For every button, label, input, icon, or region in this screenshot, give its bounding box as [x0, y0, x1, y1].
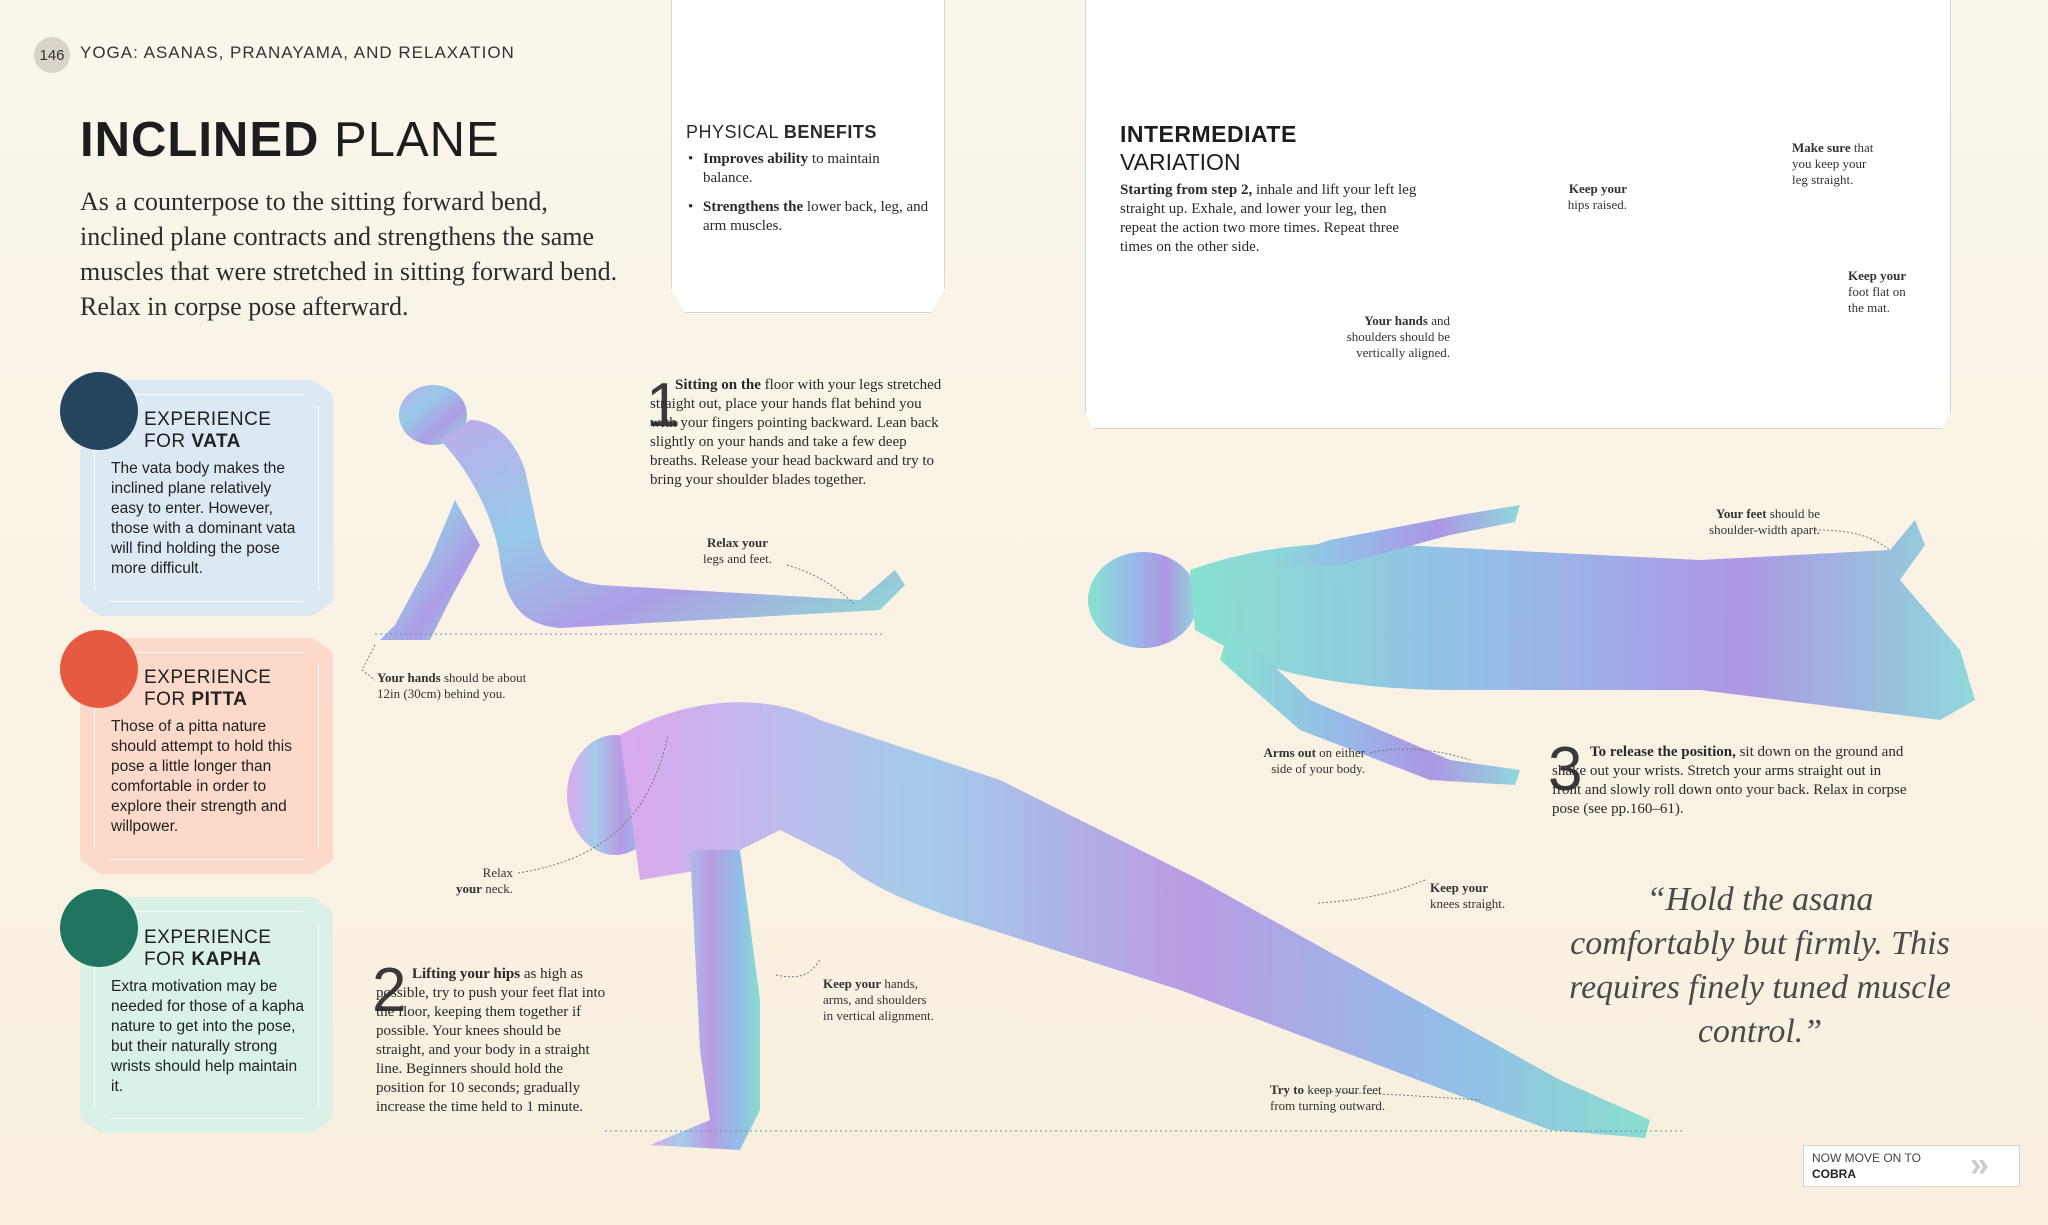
page-title [80, 112, 500, 168]
variation-text-rest: inhale and lift your left leg straight up. Exhale, and lower your leg, then repeat the action two more times. Repeat three times on the other side. [1120, 182, 1417, 255]
caption-text: shoulders should be [1346, 329, 1450, 344]
next-pose-label: NOW MOVE ON TO [1812, 1151, 1921, 1165]
step-2-text [376, 965, 611, 1117]
caption-feet-outward [1270, 1082, 1410, 1114]
caption-bold: Relax your [706, 535, 769, 550]
kapha-heading [144, 927, 271, 971]
pull-quote: “Hold the asana comfortably but firmly. This requires finely tuned muscle control.” [1569, 881, 1951, 1050]
title-regular: PLANE [334, 113, 500, 167]
pitta-flame-icon [60, 630, 138, 708]
caption-bold: Your feet [1715, 506, 1767, 521]
intro-paragraph: As a counterpose to the sitting forward bend, inclined plane contracts and strengthens the same muscles that were stretched in sitting forward bend. Relax in corpse pose afterward. [80, 187, 618, 321]
caption-text: shoulder-width apart. [1709, 522, 1820, 537]
caption-text: foot flat on [1848, 284, 1906, 299]
heading-bold: VATA [191, 431, 241, 452]
heading-prefix: FOR [144, 431, 192, 452]
caption-bold: Your hands [1364, 313, 1428, 328]
caption-text: on either [1315, 745, 1365, 760]
caption-text: from turning outward. [1270, 1098, 1386, 1113]
step-bold: To release the position, [1590, 744, 1736, 760]
step-number: 1 [646, 371, 681, 440]
caption-text: leg straight. [1792, 172, 1854, 187]
caption-text: should be about [440, 670, 527, 685]
caption-knees-straight [1430, 880, 1530, 912]
caption-bold: Keep your [1568, 181, 1627, 196]
vata-text: The vata body makes the inclined plane relatively easy to enter. However, those with a dominant vata will find holding the pose more difficult. [111, 460, 296, 577]
caption-bold: Make sure [1792, 140, 1851, 155]
caption-text: side of your body. [1271, 761, 1365, 776]
caption-text: knees straight. [1430, 896, 1506, 911]
kapha-leaf-icon [60, 889, 138, 967]
next-pose-name: COBRA [1812, 1167, 1856, 1181]
heading-prefix: FOR [144, 689, 192, 710]
caption-text: and [1427, 313, 1450, 328]
caption-text: that [1850, 140, 1874, 155]
running-head: YOGA: ASANAS, PRANAYAMA, AND RELAXATION [80, 43, 515, 62]
caption-bold: Keep your [1430, 880, 1489, 895]
pitta-heading [144, 667, 271, 711]
benefit-bold: Strengthens the [703, 199, 804, 215]
benefit-item [686, 198, 931, 236]
caption-hips-raised [1495, 181, 1627, 213]
kapha-text: Extra motivation may be needed for those of a kapha nature to get into the pose, but their naturally strong wrists should help maintain it. [111, 978, 305, 1095]
caption-text: neck. [481, 881, 513, 896]
caption-bold: Your hands [377, 670, 441, 685]
chevron-right-icon: » [1970, 1146, 1989, 1184]
caption-text: keep your feet [1304, 1082, 1382, 1097]
caption-feet-apart [1690, 506, 1820, 538]
heading-bold: KAPHA [191, 949, 262, 970]
step-bold: Sitting on the [675, 377, 761, 393]
caption-hands-aligned [1300, 313, 1450, 361]
caption-text: hips raised. [1567, 197, 1627, 212]
benefit-text: to maintain balance. [703, 151, 880, 186]
caption-bold: Arms out [1263, 745, 1316, 760]
step-rest: sit down on the ground and shake out your wrists. Stretch your arms straight out in front and slowly roll down onto your back. Relax in corpse pose (see pp.160–61). [1552, 744, 1907, 817]
benefit-item [686, 150, 931, 188]
caption-make-sure [1792, 140, 1932, 188]
step-3-text [1552, 743, 1907, 819]
caption-text: legs and feet. [703, 551, 772, 566]
caption-text: the mat. [1848, 300, 1890, 315]
heading-light: EXPERIENCE [144, 927, 272, 948]
step-rest: floor with your legs stretched straight out, place your hands flat behind you with your fingers pointing backward. Lean back slightly on your hands and take a few deep breaths. Release your head backward and try to bring your shoulder blades together. [650, 377, 942, 488]
caption-text: Relax [482, 865, 513, 880]
vata-swirl-icon [60, 372, 138, 450]
caption-text: you keep your [1792, 156, 1867, 171]
vata-heading [144, 409, 271, 453]
caption-vertical-alignment [823, 976, 973, 1024]
page-number: 146 [34, 37, 70, 73]
benefits-title [686, 122, 877, 143]
heading-bold: PITTA [191, 689, 248, 710]
heading-prefix: FOR [144, 949, 192, 970]
pitta-text: Those of a pitta nature should attempt to hold this pose a little longer than comfortable in order to explore their strength and willpower. [111, 718, 292, 835]
heading-light: EXPERIENCE [144, 667, 272, 688]
caption-text: hands, [881, 976, 918, 991]
caption-foot-flat [1848, 268, 1948, 316]
benefits-list [686, 150, 931, 246]
benefit-bold: Improves ability [703, 151, 809, 167]
caption-relax-neck [440, 865, 513, 897]
variation-text-bold: Starting from step 2, [1120, 182, 1253, 198]
caption-text: should be [1766, 506, 1820, 521]
step-1-text [650, 376, 945, 490]
step-number: 3 [1548, 735, 1583, 804]
caption-text: in vertical alignment. [823, 1008, 934, 1023]
caption-hands-behind [377, 670, 577, 702]
caption-text: vertically aligned. [1356, 345, 1450, 360]
caption-bold: Try to [1270, 1082, 1305, 1097]
variation-title-line2: VARIATION [1120, 149, 1241, 175]
title-bold: INCLINED [80, 113, 320, 167]
caption-bold: Keep your [823, 976, 882, 991]
heading-light: EXPERIENCE [144, 409, 272, 430]
caption-text: arms, and shoulders [823, 992, 927, 1007]
variation-title [1120, 120, 1297, 176]
caption-arms-out [1235, 745, 1365, 777]
caption-bold: Keep your [1848, 268, 1907, 283]
caption-bold: your [455, 881, 482, 896]
step-rest: as high as possible, try to push your feet flat into the floor, keeping them together if possible. Your knees should be straight, and your body in a straight line. Beginners should hold the position for 10 seconds; gradually increase the time held to 1 minute. [376, 966, 606, 1115]
benefits-title-light: PHYSICAL [686, 122, 779, 142]
benefits-title-bold: BENEFITS [783, 122, 877, 142]
step-number: 2 [372, 956, 407, 1025]
benefit-text: lower back, leg, and arm muscles. [703, 199, 929, 234]
caption-text: 12in (30cm) behind you. [377, 686, 506, 701]
step-bold: Lifting your hips [412, 966, 521, 982]
caption-relax-legs [690, 535, 785, 567]
variation-title-line1: INTERMEDIATE [1120, 121, 1297, 147]
variation-text [1120, 181, 1425, 257]
